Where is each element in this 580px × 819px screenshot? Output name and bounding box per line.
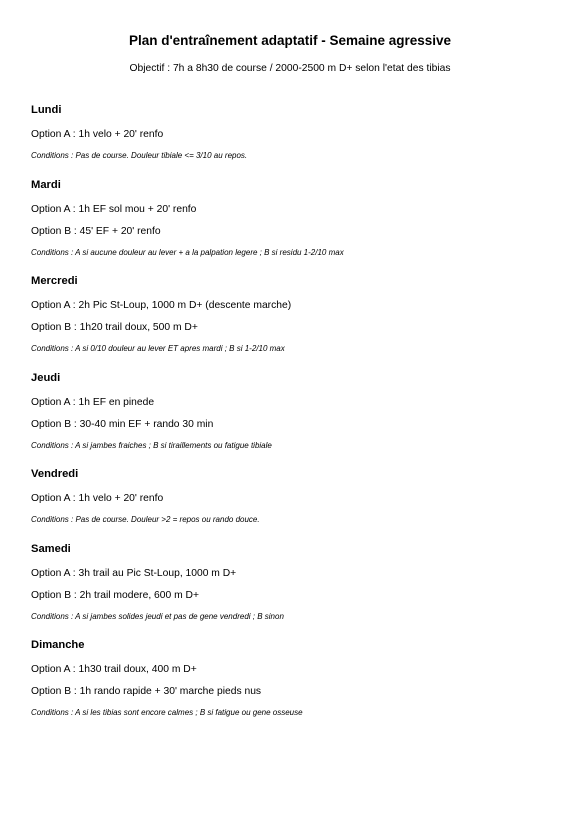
conditions-note: Conditions : A si jambes solides jeudi et pas de gene vendredi ; B sinon [31, 612, 284, 621]
conditions-note: Conditions : A si jambes fraiches ; B si tiraillements ou fatigue tibiale [31, 441, 272, 450]
option-a: Option A : 1h EF en pinede [31, 397, 155, 408]
day-section-mardi [31, 178, 561, 258]
conditions-note: Conditions : A si aucune douleur au lever + a la palpation legere ; B si residu 1-2/10 max [31, 248, 344, 257]
day-heading: Mardi [31, 179, 61, 191]
document-subtitle: Objectif : 7h a 8h30 de course / 2000-2500 m D+ selon l'etat des tibias [129, 63, 451, 74]
day-heading: Lundi [31, 104, 62, 116]
day-section-jeudi [31, 371, 561, 451]
option-a: Option A : 3h trail au Pic St-Loup, 1000 m D+ [31, 568, 237, 579]
day-heading: Jeudi [31, 372, 61, 384]
option-a: Option A : 1h EF sol mou + 20' renfo [31, 204, 197, 215]
option-a: Option A : 2h Pic St-Loup, 1000 m D+ (descente marche) [31, 300, 292, 311]
day-section-samedi [31, 542, 561, 622]
day-heading: Samedi [31, 543, 71, 555]
day-section-vendredi [31, 467, 561, 525]
option-b: Option B : 1h20 trail doux, 500 m D+ [31, 322, 198, 333]
option-b: Option B : 30-40 min EF + rando 30 min [31, 419, 214, 430]
day-heading: Mercredi [31, 275, 78, 287]
option-a: Option A : 1h velo + 20' renfo [31, 129, 164, 140]
conditions-note: Conditions : A si les tibias sont encore calmes ; B si fatigue ou gene osseuse [31, 708, 303, 717]
option-b: Option B : 45' EF + 20' renfo [31, 226, 161, 237]
conditions-note: Conditions : Pas de course. Douleur >2 = repos ou rando douce. [31, 515, 260, 524]
day-section-dimanche [31, 638, 561, 718]
option-b: Option B : 2h trail modere, 600 m D+ [31, 590, 199, 601]
option-a: Option A : 1h30 trail doux, 400 m D+ [31, 664, 197, 675]
day-heading: Dimanche [31, 639, 85, 651]
conditions-note: Conditions : Pas de course. Douleur tibiale <= 3/10 au repos. [31, 151, 248, 160]
document-title: Plan d'entraînement adaptatif - Semaine agressive [128, 33, 452, 48]
conditions-note: Conditions : A si 0/10 douleur au lever ET apres mardi ; B si 1-2/10 max [31, 344, 285, 353]
day-heading: Vendredi [31, 468, 79, 480]
option-a: Option A : 1h velo + 20' renfo [31, 493, 164, 504]
option-b: Option B : 1h rando rapide + 30' marche pieds nus [31, 686, 262, 697]
day-section-lundi [31, 103, 561, 161]
day-section-mercredi [31, 274, 561, 354]
